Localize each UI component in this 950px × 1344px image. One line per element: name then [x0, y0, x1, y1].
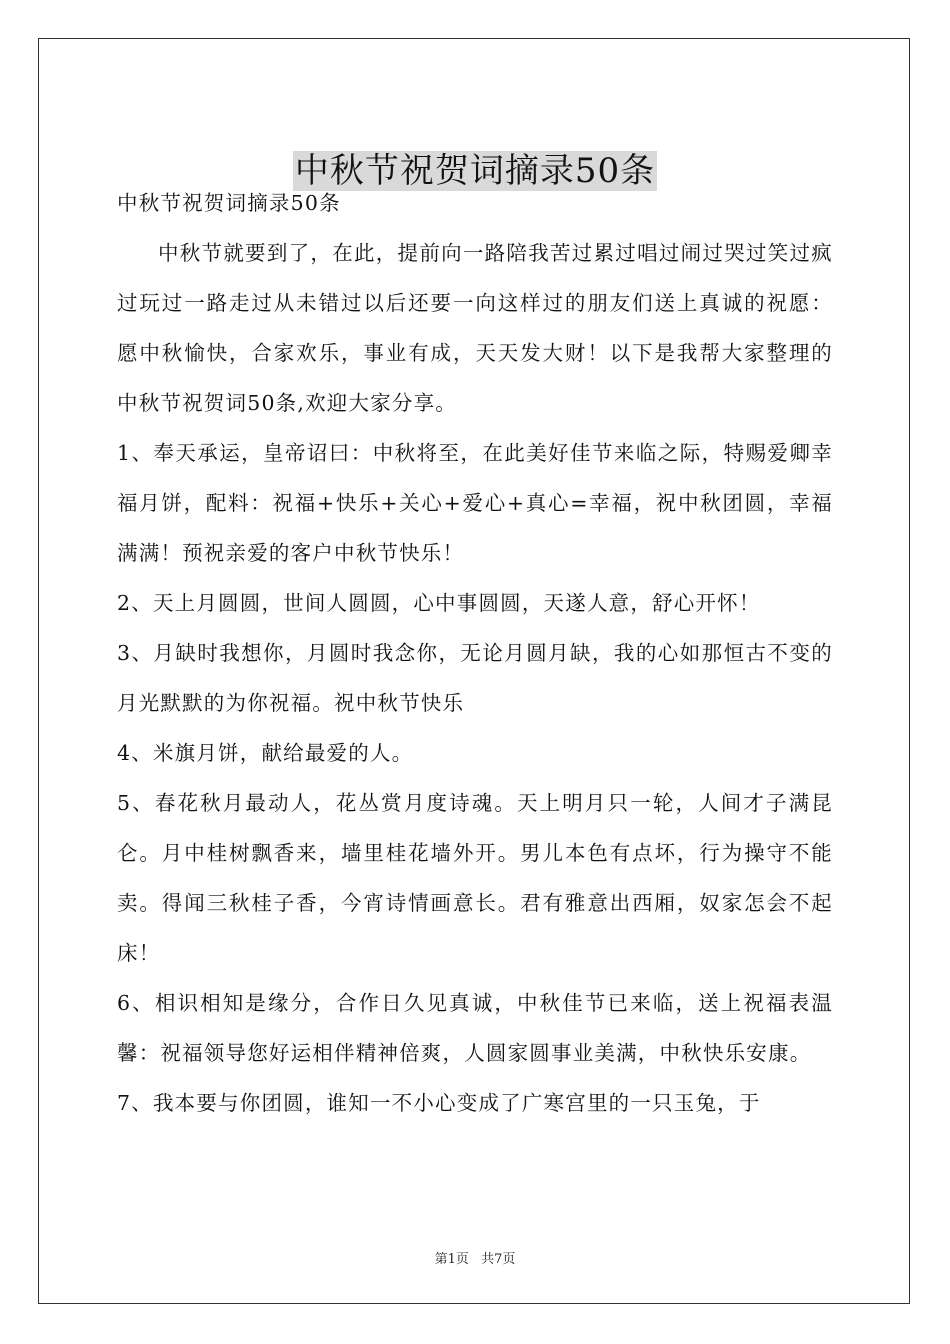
list-item: 4、米旗月饼，献给最爱的人。	[117, 741, 414, 765]
list-item: 2、天上月圆圆，世间人圆圆，心中事圆圆，天遂人意，舒心开怀！	[117, 591, 761, 615]
list-item: 6、相识相知是缘分，合作日久见真诚，中秋佳节已来临，送上祝福表温馨：祝福领导您好运相伴精神倍爽，人圆家圆事业美满，中秋快乐安康。	[117, 991, 833, 1065]
intro-paragraph: 中秋节就要到了，在此，提前向一路陪我苦过累过唱过闹过哭过笑过疯过玩过一路走过从未错过以后还要一向这样过的朋友们送上真诚的祝愿：愿中秋愉快，合家欢乐，事业有成，天天发大财！以下是我帮大家整理的中秋节祝贺词50条,欢迎大家分享。	[117, 241, 833, 415]
document-subtitle: 中秋节祝贺词摘录50条	[117, 191, 341, 215]
list-item: 5、春花秋月最动人，花丛赏月度诗魂。天上明月只一轮，人间才子满昆仑。月中桂树飘香来，墙里桂花墙外开。男儿本色有点坏，行为操守不能卖。得闻三秋桂子香，今宵诗情画意长。君有雅意出西厢，奴家怎会不起床！	[117, 791, 833, 965]
page-footer	[0, 1248, 950, 1267]
page-total: 共7页	[481, 1252, 516, 1267]
document-title: 中秋节祝贺词摘录50条	[294, 150, 656, 191]
list-item: 1、奉天承运，皇帝诏曰：中秋将至，在此美好佳节来临之际，特赐爱卿幸福月饼，配料：祝福+快乐+关心+爱心+真心=幸福，祝中秋团圆，幸福满满！预祝亲爱的客户中秋节快乐！	[117, 441, 833, 565]
page-number: 第1页	[434, 1252, 469, 1267]
list-item: 7、我本要与你团圆，谁知一不小心变成了广寒宫里的一只玉兔，于	[117, 1091, 761, 1115]
document-body	[117, 178, 833, 1128]
list-item: 3、月缺时我想你，月圆时我念你，无论月圆月缺，我的心如那恒古不变的月光默默的为你祝福。祝中秋节快乐	[117, 641, 833, 715]
